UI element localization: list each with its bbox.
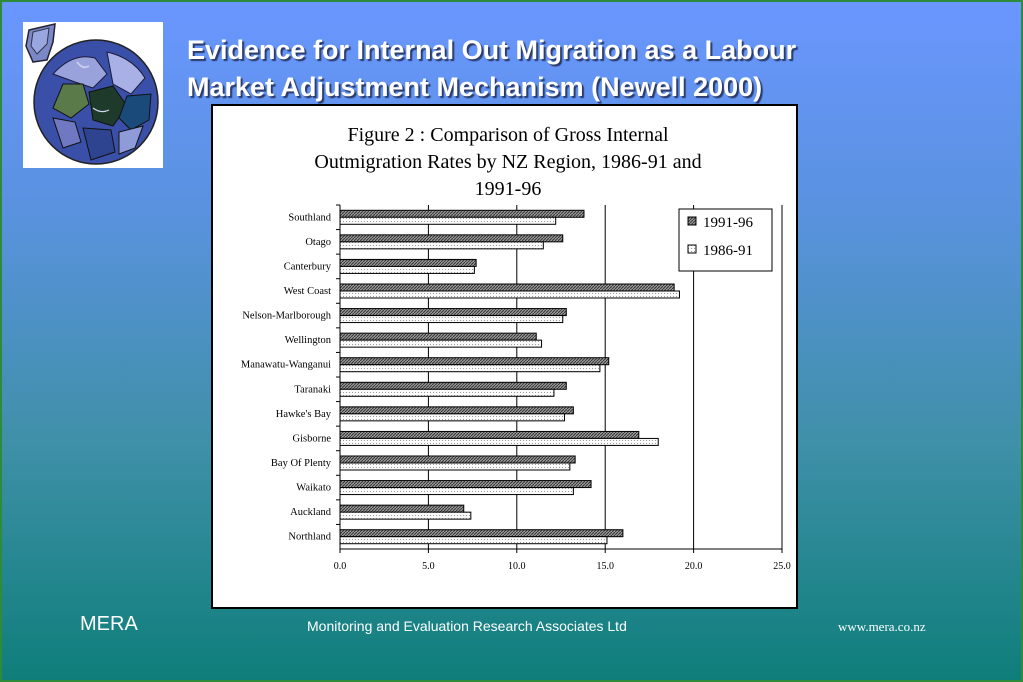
x-tick-label: 25.0 (773, 561, 791, 572)
bar-1986-91 (340, 389, 554, 396)
bar-1991-96 (340, 259, 476, 266)
bar-1991-96 (340, 333, 536, 340)
slide-title (187, 32, 947, 106)
legend-swatch-1991-96 (688, 217, 696, 225)
y-category-label: West Coast (283, 286, 331, 297)
legend-label-1991-96: 1991-96 (703, 215, 753, 231)
bar-1986-91 (340, 291, 679, 298)
bar-1986-91 (340, 537, 607, 544)
footer-brand: MERA (80, 613, 138, 635)
bar-1986-91 (340, 365, 600, 372)
x-tick-label: 5.0 (422, 561, 435, 572)
y-category-label: Southland (288, 212, 331, 224)
bar-1986-91 (340, 316, 563, 323)
bar-1986-91 (340, 414, 565, 421)
legend (679, 209, 772, 271)
y-category-label: Gisborne (292, 433, 331, 445)
bar-1991-96 (340, 284, 674, 291)
slide-title-line-1: Evidence for Internal Out Migration as a Labour (187, 35, 797, 65)
x-tick-label: 10.0 (508, 561, 526, 572)
y-category-label: Otago (305, 236, 331, 248)
legend-swatch-1986-91 (688, 245, 696, 253)
y-category-label: Bay Of Plenty (270, 458, 331, 469)
y-category-label: Hawke's Bay (275, 408, 331, 420)
x-tick-label: 0.0 (333, 561, 347, 572)
chart-title-line-3: 1991-96 (474, 178, 542, 200)
y-category-label: Nelson-Marlborough (242, 310, 331, 322)
y-category-label: Wellington (284, 335, 331, 347)
y-category-label: Northland (288, 531, 331, 543)
bar-1991-96 (340, 456, 575, 463)
chart-title-line-2: Outmigration Rates by NZ Region, 1986-91 and (314, 151, 702, 173)
logo (23, 22, 163, 168)
bar-1986-91 (340, 438, 658, 445)
bar-1991-96 (340, 431, 639, 438)
bar-1991-96 (340, 235, 563, 242)
footer-website: www.mera.co.nz (838, 619, 926, 634)
bar-1991-96 (340, 309, 566, 316)
footer-organization: Monitoring and Evaluation Research Associates Ltd (307, 618, 627, 634)
y-category-label: Waikato (296, 482, 331, 494)
y-category-label: Canterbury (283, 261, 331, 273)
bar-1986-91 (340, 217, 556, 224)
bar-1991-96 (340, 530, 623, 537)
chart-panel (211, 104, 798, 609)
bar-1991-96 (340, 505, 464, 512)
y-category-label: Auckland (290, 507, 331, 519)
bar-chart (213, 106, 796, 607)
x-tick-label: 15.0 (596, 561, 614, 572)
bar-1991-96 (340, 382, 566, 389)
bar-1986-91 (340, 463, 570, 470)
bar-1991-96 (340, 358, 609, 365)
bar-1986-91 (340, 488, 573, 495)
y-category-label: Taranaki (294, 384, 331, 396)
legend-label-1986-91: 1986-91 (703, 243, 753, 259)
slide-title-line-2: Market Adjustment Mechanism (Newell 2000) (187, 72, 763, 102)
globe-puzzle-icon (23, 22, 163, 168)
bar-1986-91 (340, 242, 543, 249)
y-category-label: Manawatu-Wanganui (240, 359, 331, 371)
bar-1991-96 (340, 407, 573, 414)
chart-title-line-1: Figure 2 : Comparison of Gross Internal (347, 124, 669, 146)
x-tick-label: 20.0 (684, 561, 703, 572)
bar-1986-91 (340, 512, 471, 519)
bars-layer (340, 210, 679, 543)
bar-1991-96 (340, 481, 591, 488)
bar-1986-91 (340, 340, 542, 347)
bar-1991-96 (340, 210, 584, 217)
bar-1986-91 (340, 266, 474, 273)
